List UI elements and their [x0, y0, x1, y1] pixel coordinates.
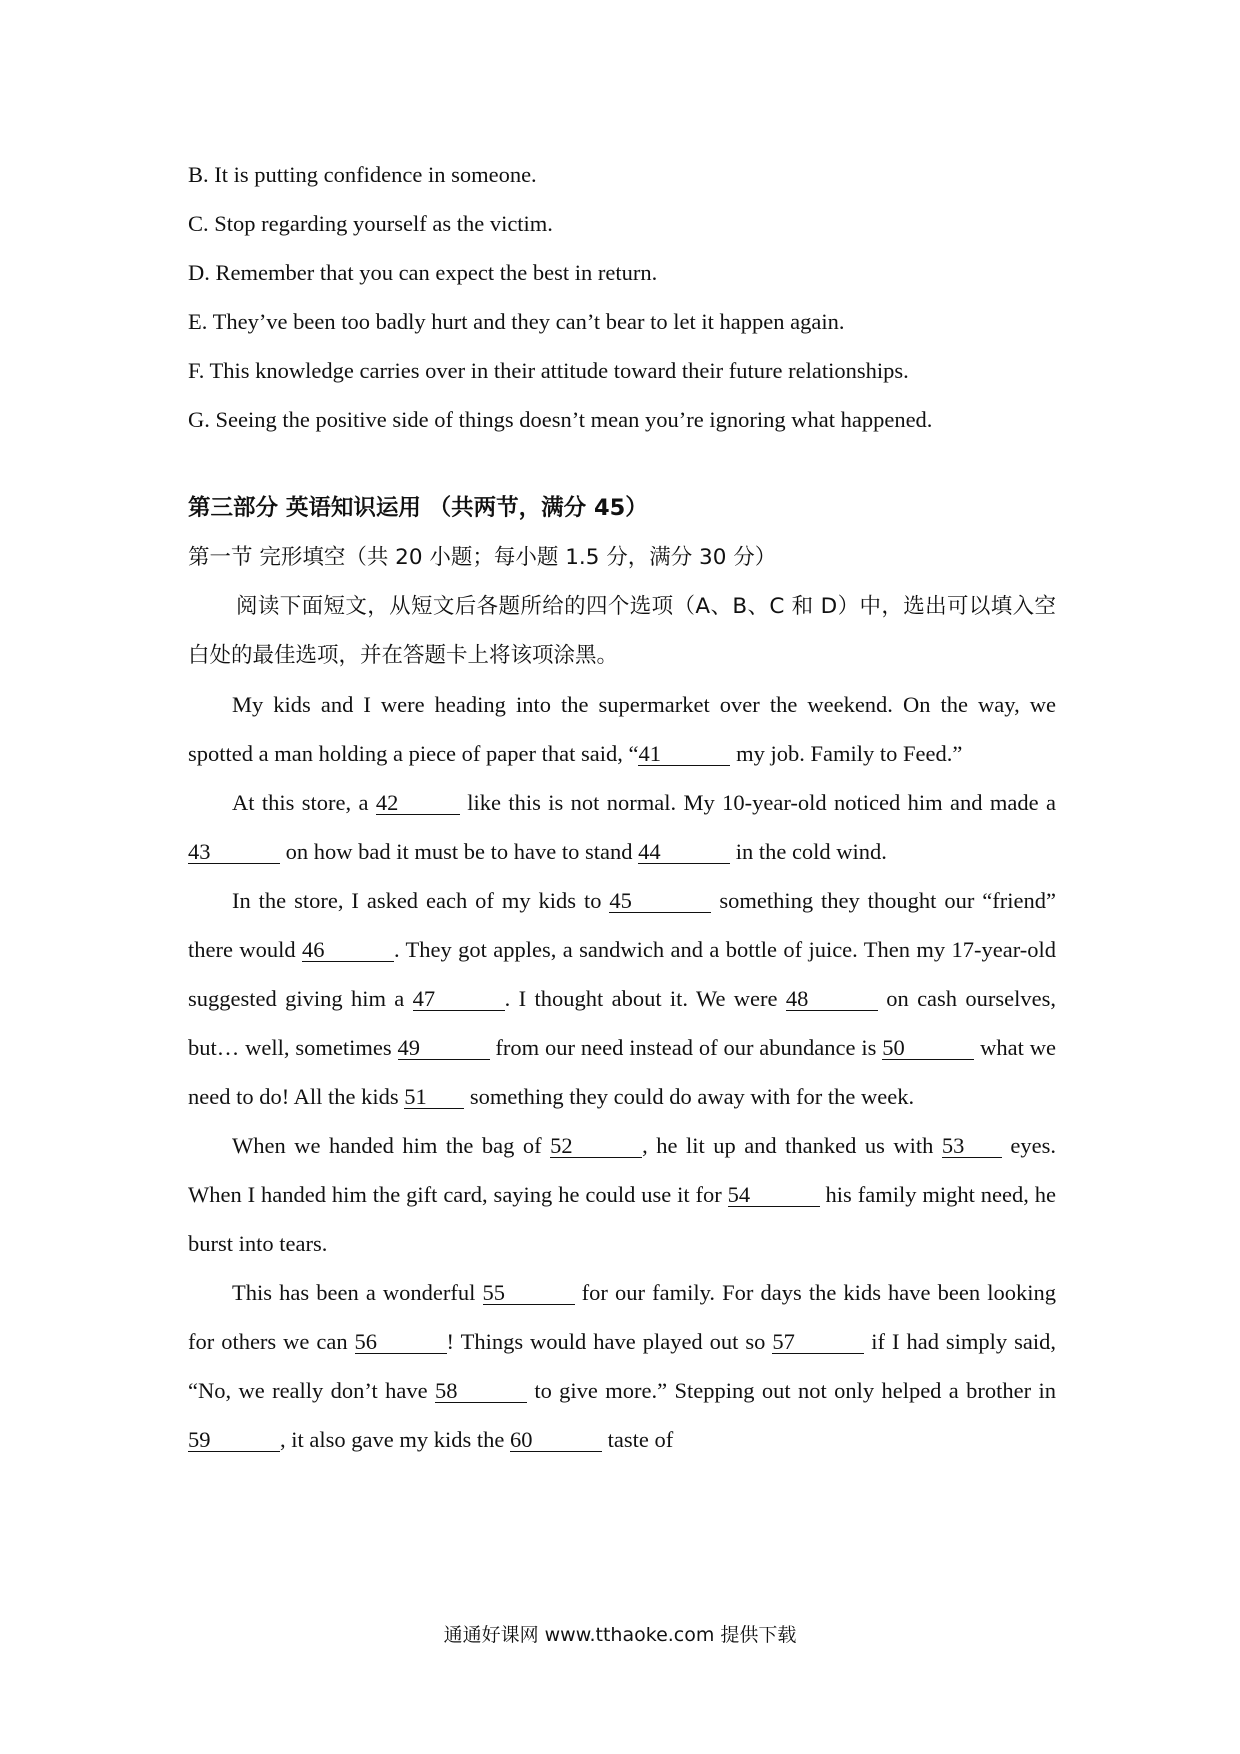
blank-41: 41	[638, 743, 730, 766]
page-footer: 通通好课网 www.tthaoke.com 提供下载	[443, 1624, 797, 1646]
blank-45: 45	[609, 890, 711, 913]
passage-text: In the store, I asked each of my kids to	[232, 888, 610, 913]
blank-59: 59	[188, 1429, 280, 1452]
blank-60: 60	[510, 1429, 602, 1452]
instructions: 阅读下面短文，从短文后各题所给的四个选项（A、B、C 和 D）中，选出可以填入空白处的最佳选项，并在答题卡上将该项涂黑。	[188, 594, 1056, 668]
passage-text: , he lit up and thanked us with	[642, 1133, 942, 1158]
blank-50: 50	[882, 1037, 974, 1060]
passage-text: my job. Family to Feed.”	[730, 741, 963, 766]
passage-text: on cash ourselves, but… well, sometimes	[188, 986, 1057, 1060]
blank-49: 49	[398, 1037, 490, 1060]
passage-paragraph-5	[188, 1268, 1056, 1464]
passage-paragraph-2	[188, 778, 1056, 876]
blank-52: 52	[550, 1135, 642, 1158]
passage-text: for our family. For days the kids have been looking for others we can	[188, 1280, 1056, 1354]
passage-text: eyes. When I handed him the gift card, saying he could use it for	[188, 1133, 1056, 1207]
blank-43: 43	[188, 841, 280, 864]
option-g: G. Seeing the positive side of things doesn’t mean you’re ignoring what happened.	[188, 407, 933, 432]
option-d: D. Remember that you can expect the best in return.	[188, 260, 658, 285]
blank-46: 46	[302, 939, 394, 962]
option-b: B. It is putting confidence in someone.	[188, 162, 537, 187]
blank-55: 55	[483, 1282, 575, 1305]
answer-options	[188, 150, 1056, 444]
blank-54: 54	[728, 1184, 820, 1207]
option-f: F. This knowledge carries over in their attitude toward their future relationships.	[188, 358, 909, 383]
passage-text: This has been a wonderful	[232, 1280, 483, 1305]
passage-text: something they thought our “friend” there would	[188, 888, 1056, 962]
passage-text: ! Things would have played out so	[446, 1329, 773, 1354]
passage-text: My kids and I were heading into the supermarket over the weekend. On the way, we spotted a man holding a piece of paper that said, “	[188, 692, 1056, 766]
passage-paragraph-3	[188, 876, 1056, 1121]
passage-text: on how bad it must be to have to stand	[280, 839, 639, 864]
passage-text: . I thought about it. We were	[504, 986, 786, 1011]
passage-text: to give more.” Stepping out not only helped a brother in	[526, 1378, 1056, 1403]
passage-text: his family might need, he burst into tears.	[188, 1182, 1056, 1256]
option-e: E. They’ve been too badly hurt and they can’t bear to let it happen again.	[188, 309, 845, 334]
passage-text: something they could do away with for the week.	[464, 1084, 915, 1109]
passage-paragraph-1	[188, 680, 1056, 778]
passage-text: like this is not normal. My 10-year-old noticed him and made a	[459, 790, 1057, 815]
passage-text: At this store, a	[232, 790, 376, 815]
blank-51: 51	[404, 1086, 464, 1109]
blank-57: 57	[772, 1331, 864, 1354]
blank-44: 44	[638, 841, 730, 864]
blank-53: 53	[942, 1135, 1002, 1158]
passage-text: , it also gave my kids the	[280, 1427, 510, 1452]
page-content	[188, 150, 1056, 1464]
passage-text: if I had simply said, “No, we really don’t have	[188, 1329, 1057, 1403]
passage-text: in the cold wind.	[730, 839, 887, 864]
passage-text: from our need instead of our abundance is	[489, 1035, 883, 1060]
passage-text: . They got apples, a sandwich and a bottle of juice. Then my 17-year-old suggested giving him a	[188, 937, 1056, 1011]
option-c: C. Stop regarding yourself as the victim.	[188, 211, 553, 236]
blank-47: 47	[413, 988, 505, 1011]
passage-text: taste of	[601, 1427, 674, 1452]
passage-paragraph-4	[188, 1121, 1056, 1268]
blank-48: 48	[786, 988, 878, 1011]
passage-text: When we handed him the bag of	[232, 1133, 551, 1158]
section-title: 第三部分 英语知识运用 （共两节，满分 45）	[188, 495, 648, 521]
blank-56: 56	[355, 1331, 447, 1354]
blank-42: 42	[376, 792, 460, 815]
subsection-title: 第一节 完形填空（共 20 小题；每小题 1.5 分，满分 30 分）	[188, 545, 777, 570]
blank-58: 58	[435, 1380, 527, 1403]
passage-text: what we need to do! All the kids	[188, 1035, 1057, 1109]
